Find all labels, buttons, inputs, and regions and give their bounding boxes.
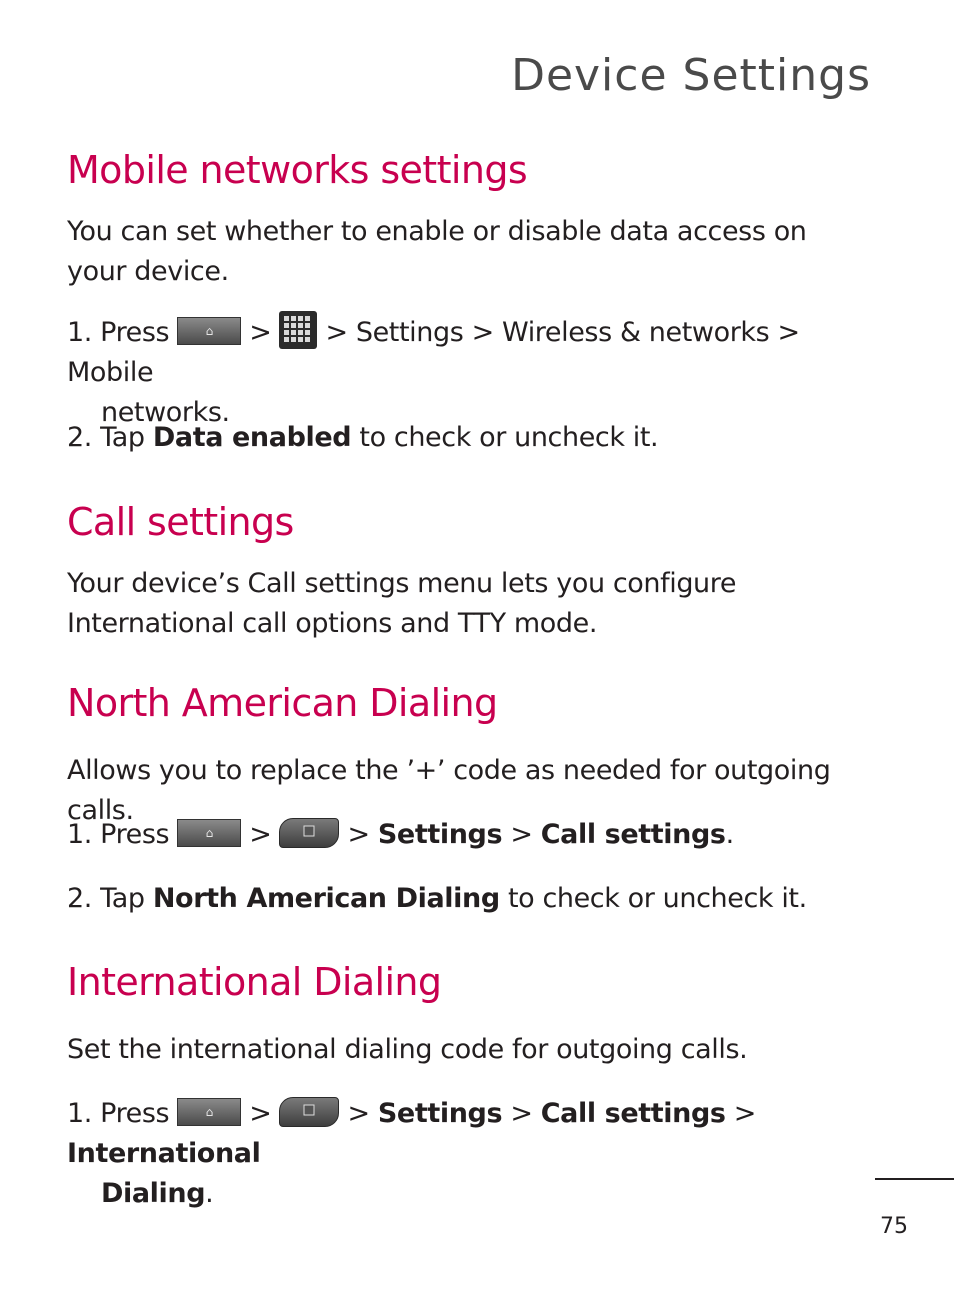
- call-settings-heading: Call settings: [67, 500, 294, 544]
- mobile-networks-intro: You can set whether to enable or disable data access on your device.: [67, 216, 807, 287]
- call-settings-intro: Your device’s Call settings menu lets you configure International call options and TTY mode.: [67, 568, 737, 639]
- page-number: 75: [880, 1214, 908, 1239]
- north-american-dialing-intro: Allows you to replace the ’+’ code as needed for outgoing calls.: [67, 755, 831, 826]
- nad-step-2: 2. Tap North American Dialing to check or uncheck it.: [67, 883, 807, 914]
- page-header: Device Settings: [511, 50, 871, 101]
- menu-key-icon: [279, 1097, 339, 1127]
- international-dialing-heading: International Dialing: [67, 960, 442, 1004]
- international-dialing-intro: Set the international dialing code for outgoing calls.: [67, 1034, 748, 1065]
- footer-rule: [875, 1178, 954, 1180]
- north-american-dialing-heading: North American Dialing: [67, 681, 498, 725]
- mobile-networks-heading: Mobile networks settings: [67, 148, 528, 192]
- intl-step-1: 1. Press ⌂ > > Settings > Call settings > International Dialing.: [67, 1098, 756, 1209]
- nad-step-1: 1. Press ⌂ > > Settings > Call settings.: [67, 819, 734, 850]
- apps-grid-icon: [279, 311, 317, 349]
- home-key-icon: ⌂: [177, 1098, 241, 1126]
- mobile-step-1: 1. Press ⌂ > > Settings > Wireless & networks > Mobile networks.: [67, 313, 867, 433]
- mobile-step-2: 2. Tap Data enabled to check or uncheck it.: [67, 422, 659, 453]
- menu-key-icon: [279, 818, 339, 848]
- home-key-icon: ⌂: [177, 819, 241, 847]
- home-key-icon: ⌂: [177, 317, 241, 345]
